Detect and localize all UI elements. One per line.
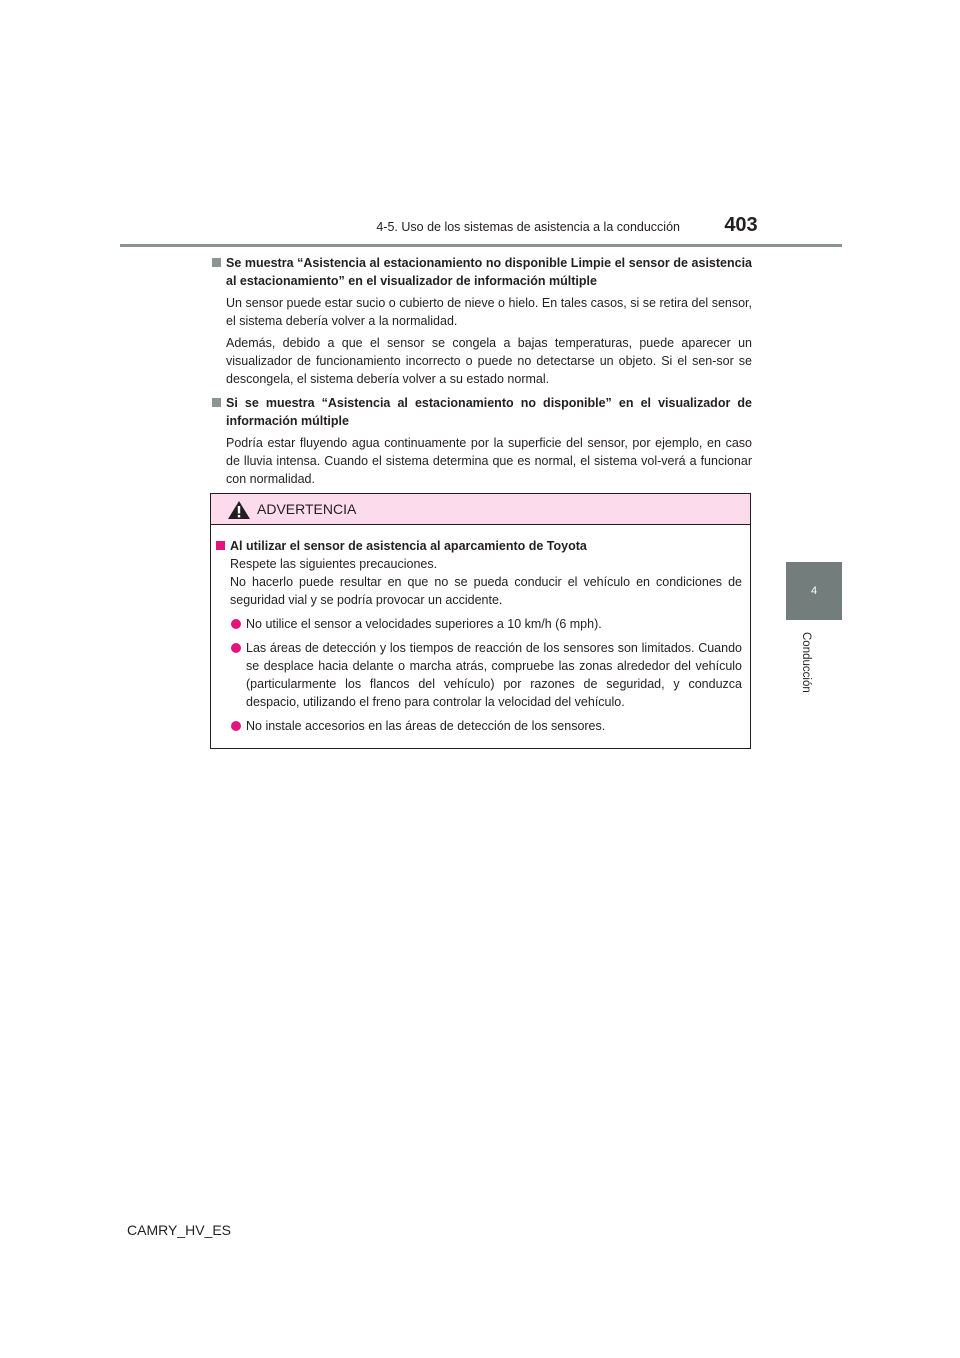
warning-bullet-text: Las áreas de detección y los tiempos de reacción de los sensores son limitados. Cuando se desplace hacia delante o marcha atrás, compruebe las zonas alrededor del vehículo (particularmente los flancos del vehículo) por razones de seguridad, y conduzca despacio, utilizando el freno para controlar la velocidad del vehículo. [246,641,742,709]
page-number: 403 [724,214,758,236]
warning-body [211,525,750,735]
warning-subheading [216,537,742,555]
chapter-number: 4 [810,585,818,597]
warning-line: Respete las siguientes precauciones. [230,557,438,571]
circle-bullet-icon [231,619,241,629]
warning-bullet-text: No instale accesorios en las áreas de detección de los sensores. [246,719,606,733]
warning-bullet [230,639,742,711]
footer-model-code: CAMRY_HV_ES [127,1222,232,1238]
section-heading-text: Si se muestra “Asistencia al estacionamiento no disponible” en el visualizador de información múltiple [226,396,752,428]
main-content [212,254,752,488]
square-bullet-icon [212,398,221,407]
section-1 [212,254,752,388]
chapter-label: Conducción [800,632,812,693]
section-heading-text: Se muestra “Asistencia al estacionamiento no disponible Limpie el sensor de asistencia al estacionamiento” en el visualizador de información múltiple [226,256,752,288]
header-divider [120,244,842,247]
section-paragraph: Un sensor puede estar sucio o cubierto de nieve o hielo. En tales casos, si se retira del sensor, el sistema debería volver a la normalidad. [226,296,752,328]
warning-bullet [230,717,742,735]
warning-subheading-text: Al utilizar el sensor de asistencia al aparcamiento de Toyota [230,539,587,553]
square-bullet-icon [212,258,221,267]
warning-bullet [230,615,742,633]
section-paragraph: Además, debido a que el sensor se congela a bajas temperaturas, puede aparecer un visualizador de funcionamiento incorrecto o puede no detectarse un objeto. Si el sen-sor se descongela, el sistema debería volver a su estado normal. [226,336,752,386]
warning-header [211,494,750,525]
chapter-tab [786,562,842,620]
header-section-title: 4-5. Uso de los sistemas de asistencia a la conducción [376,220,680,234]
warning-title: ADVERTENCIA [257,501,357,517]
section-heading [212,254,752,290]
warning-bullet-text: No utilice el sensor a velocidades superiores a 10 km/h (6 mph). [246,617,602,631]
warning-box [210,493,751,749]
circle-bullet-icon [231,721,241,731]
circle-bullet-icon [231,643,241,653]
section-2 [212,394,752,488]
section-heading [212,394,752,430]
section-paragraph: Podría estar fluyendo agua continuamente por la superficie del sensor, por ejemplo, en caso de lluvia intensa. Cuando el sistema determina que es normal, el sistema vol-verá a funcionar con normalidad. [226,436,752,486]
warning-line: No hacerlo puede resultar en que no se pueda conducir el vehículo en condiciones de seguridad vial y se podría provocar un accidente. [230,575,742,607]
warning-triangle-icon [227,500,251,520]
square-bullet-icon [216,541,225,550]
